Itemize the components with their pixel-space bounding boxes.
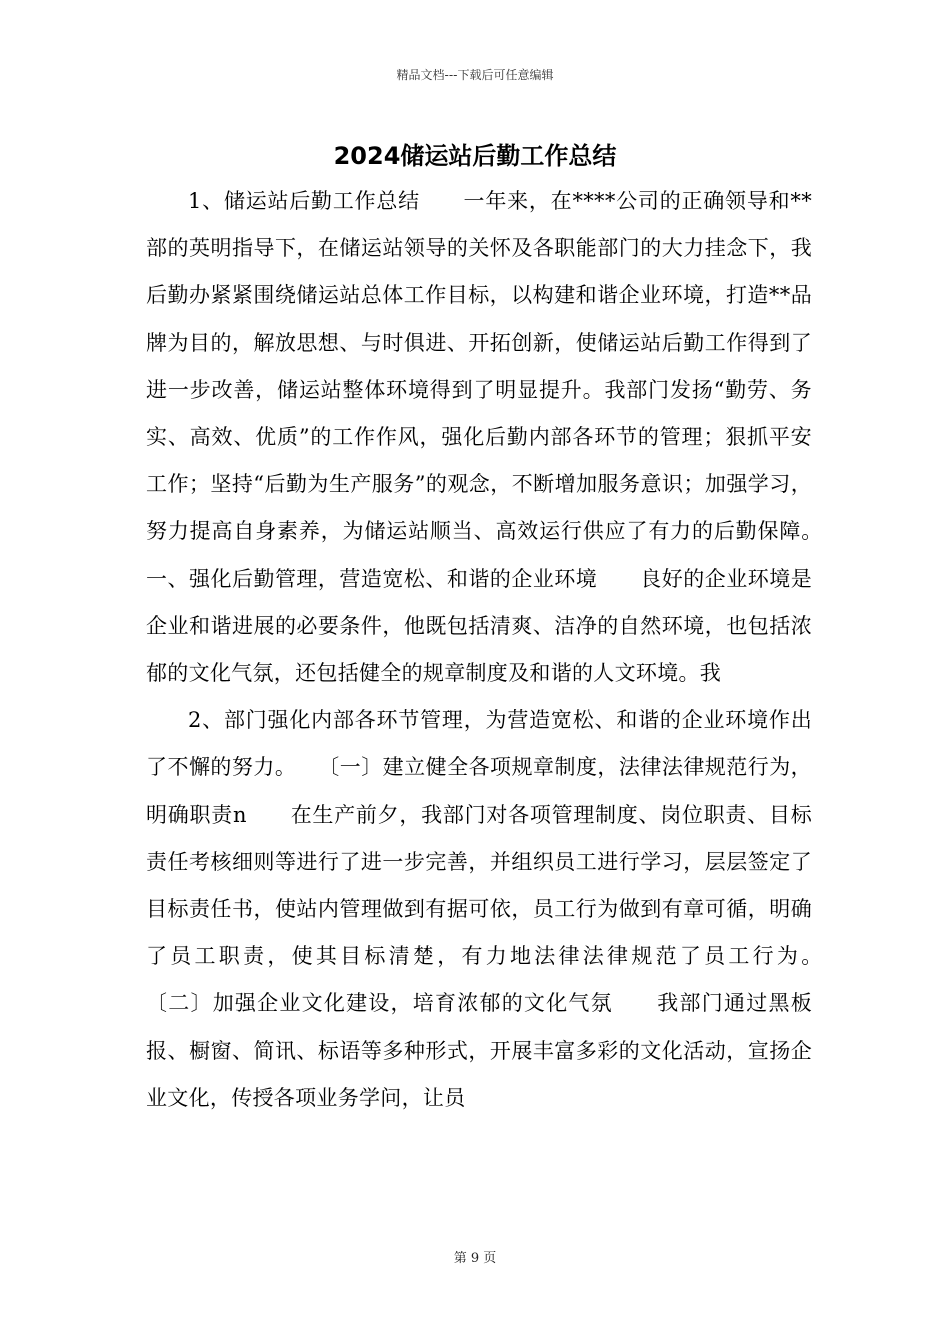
document-body — [146, 178, 855, 1122]
page-number: 第 9 页 — [453, 1251, 497, 1266]
document-title: 2024储运站后勤工作总结 — [333, 142, 617, 170]
paragraph-1: 1、储运站后勤工作总结 一年来，在****公司的正确领导和**部的英明指导下，在储运站领导的关怀及各职能部门的大力挂念下，我后勤办紧紧围绕储运站总体工作目标，以构建和谐企业环境，打造**品牌为目的，解放思想、与时俱进、开拓创新，使储运站后勤工作得到了进一步改善，储运站整体环境得到了明显提升。我部门发扬“勤劳、务实、高效、优质”的工作作风，强化后勤内部各环节的管理；狠抓平安工作；坚持“后勤为生产服务”的观念，不断增加服务意识；加强学习，努力提高自身素养，为储运站顺当、高效运行供应了有力的后勤保障。 一、强化后勤管理，营造宽松、和谐的企业环境 良好的企业环境是企业和谐进展的必要条件，他既包括清爽、洁净的自然环境，也包括浓郁的文化气氛，还包括健全的规章制度及和谐的人文环境。我 — [146, 189, 855, 686]
paragraph-2: 2、部门强化内部各环节管理，为营造宽松、和谐的企业环境作出了不懈的努力。 〔一〕建立健全各项规章制度，法律法律规范行为，明确职责n 在生产前夕，我部门对各项管理制度、岗位职责、目标责任考核细则等进行了进一步完善，并组织员工进行学习，层层签定了目标责任书，使站内管理做到有据可依，员工行为做到有章可循，明确了员工职责，使其目标清楚，有力地法律法律规范了员工行为。 〔二〕加强企业文化建设，培育浓郁的文化气氛 我部门通过黑板报、橱窗、简讯、标语等多种形式，开展丰富多彩的文化活动，宣扬企业文化，传授各项业务学问，让员 — [146, 708, 855, 1110]
page-header: 精品文档---下载后可任意编辑 — [396, 68, 554, 82]
